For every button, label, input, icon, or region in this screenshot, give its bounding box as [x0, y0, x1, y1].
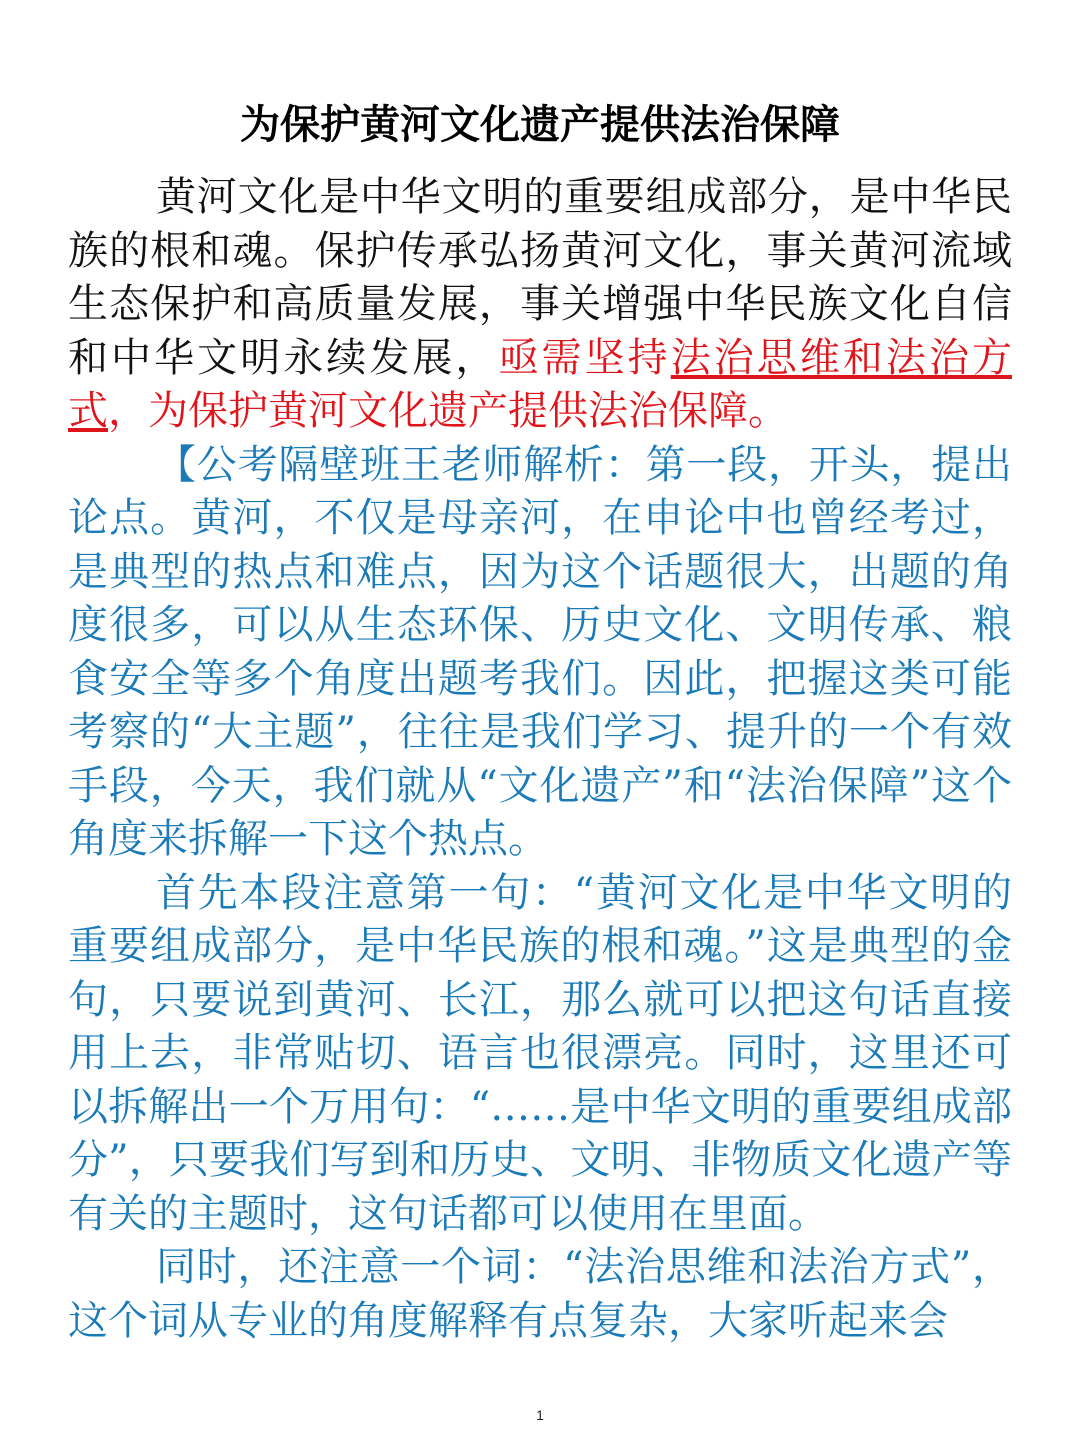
intro-text: 黄河文化是中华文明的重要组成部分，是中华民族的根和魂。保护传承弘扬黄河文化，事关黄河流域生态保护和高质量发展，事关增强中华民族文化自信和中华文明永续发展， — [68, 174, 1012, 381]
document-title: 为保护黄河文化遗产提供法治保障 — [240, 101, 840, 148]
highlight-phrase-c: ，为保护黄河文化遗产提供法治保障。 — [108, 388, 788, 434]
paragraph-intro — [68, 171, 1012, 439]
analysis-paragraph-3: 同时，还注意一个词：“法治思维和法治方式”，这个词从专业的角度解释有点复杂，大家听起来会 — [68, 1244, 1012, 1344]
highlight-phrase-a: 亟需坚持 — [498, 334, 671, 381]
highlight-phrase-b: 法治思维和法治方式 — [68, 334, 1013, 434]
analysis-paragraph-1: 【公考隔壁班王老师解析：第一段，开头，提出论点。黄河，不仅是母亲河，在申论中也曾经考过，是典型的热点和难点，因为这个话题很大，出题的角度很多，可以从生态环保、历史文化、文明传承、粮食安全等多个角度出题考我们。因此，把握这类可能考察的“大主题”，往往是我们学习、提升的一个有效手段，今天，我们就从“文化遗产”和“法治保障”这个角度来拆解一下这个热点。 — [68, 441, 1012, 862]
analysis-paragraph-2: 首先本段注意第一句：“黄河文化是中华文明的重要组成部分，是中华民族的根和魂。”这是典型的金句，只要说到黄河、长江，那么就可以把这句话直接用上去，非常贴切、语言也很漂亮。同时，这里还可以拆解出一个万用句：“……是中华文明的重要组成部分”，只要我们写到和历史、文明、非物质文化遗产等有关的主题时，这句话都可以使用在里面。 — [68, 869, 1012, 1237]
document-page — [68, 95, 1012, 1348]
page-number: 1 — [536, 1407, 544, 1423]
